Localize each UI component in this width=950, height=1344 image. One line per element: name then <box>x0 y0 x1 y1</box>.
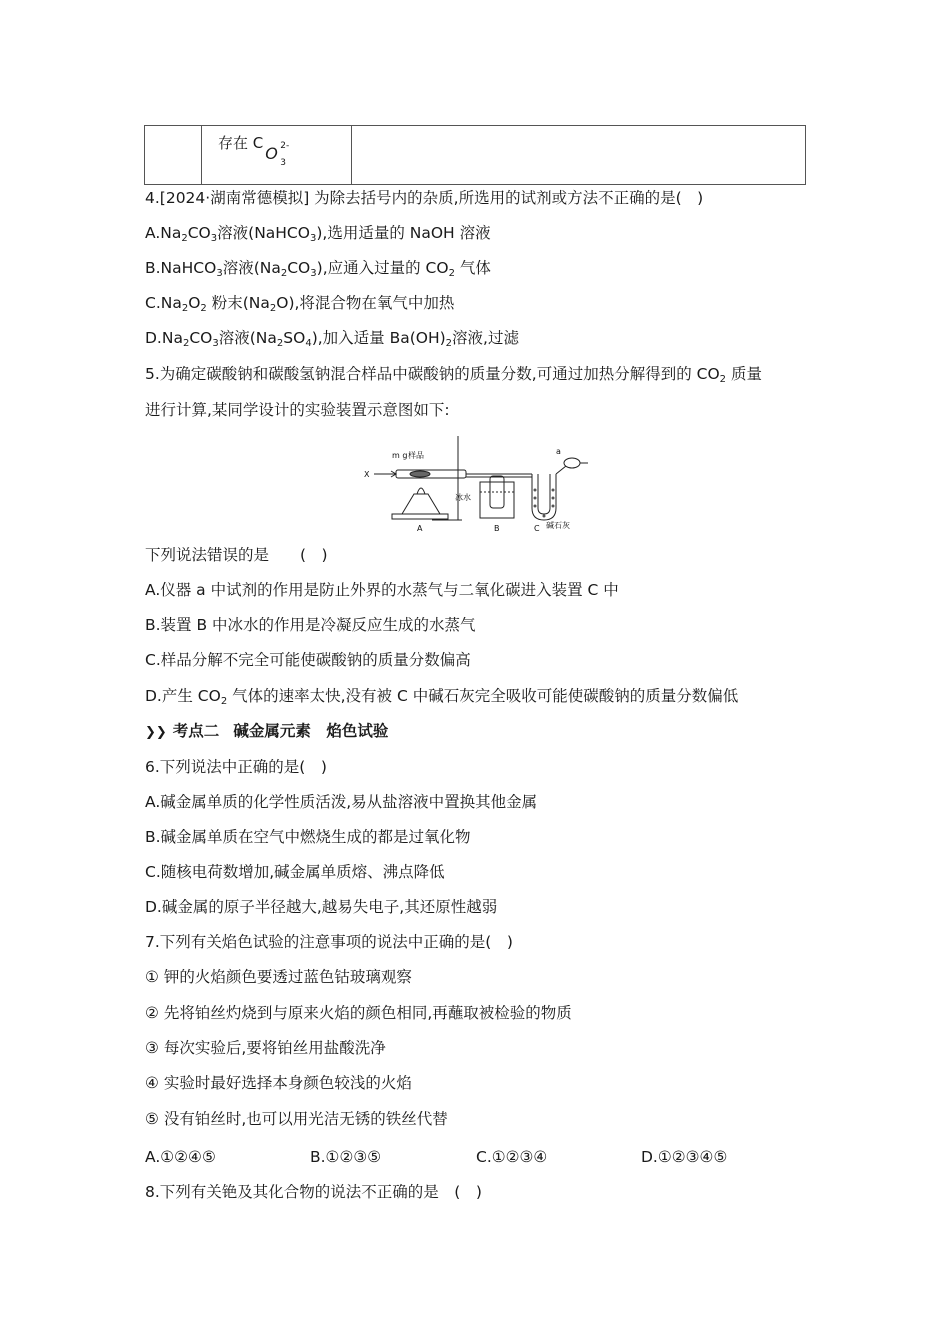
q5-stem-line2: 进行计算,某同学设计的实验装置示意图如下: <box>145 401 450 419</box>
ion-subscript: 3 <box>280 158 286 168</box>
q6-option-a: A.碱金属单质的化学性质活泼,易从盐溶液中置换其他金属 <box>145 793 538 811</box>
q5-option-d: D.产生 $CO_2$ 气体的速率太快,没有被 C 中碱石灰完全吸收可能使碳酸钠的质量分数偏低 <box>145 687 739 707</box>
q4-option-d: $D.Na_2CO_3$溶液$(Na_2SO_4)$,加入适量 $Ba(OH)_2$溶液,过滤 <box>145 329 519 349</box>
label-C: C <box>534 524 540 533</box>
q7-option-c: C.①②③④ <box>476 1148 548 1166</box>
label-x: X <box>364 470 370 479</box>
section-header: ❯❯ 考点二 碱金属元素 焰色试验 <box>145 722 389 740</box>
q7-option-b: B.①②③⑤ <box>310 1148 382 1166</box>
q7-item-1: ① 钾的火焰颜色要透过蓝色钴玻璃观察 <box>145 968 412 986</box>
sample <box>410 471 430 477</box>
q7-item-3: ③ 每次实验后,要将铂丝用盐酸洗净 <box>145 1039 386 1057</box>
section-marker-icon: ❯❯ <box>145 725 167 740</box>
q4-option-b: B.NaHCO$_3$溶液$(Na_2CO_3)$,应通入过量的 $CO_2$ 气体 <box>145 259 491 279</box>
label-ice-water: 冰水 <box>455 493 471 502</box>
q7-option-d: D.①②③④⑤ <box>641 1148 728 1166</box>
table-cell-blank <box>352 126 806 185</box>
table-cell-carbonate <box>202 126 352 185</box>
q5-stem-line1: 5.为确定碳酸钠和碳酸氢钠混合样品中碳酸钠的质量分数,可通过加热分解得到的 $CO_2$ 质量 <box>145 365 762 385</box>
q8-stem: 8.下列有关铯及其化合物的说法不正确的是 ( ) <box>145 1183 482 1201</box>
burner-lamp <box>402 494 440 514</box>
q7-option-a: A.①②④⑤ <box>145 1148 216 1166</box>
q7-item-2: ② 先将铂丝灼烧到与原来火焰的颜色相同,再蘸取被检验的物质 <box>145 1004 572 1022</box>
q4-stem: 4.[2024·湖南常德模拟] 为除去括号内的杂质,所选用的试剂或方法不正确的是( ) <box>145 189 704 207</box>
stand-base <box>392 514 448 519</box>
ion-charge: 2- <box>280 141 290 151</box>
ion-letter: O <box>265 144 278 163</box>
table-fragment <box>144 125 806 185</box>
q5-option-a: A.仪器 a 中试剂的作用是防止外界的水蒸气与二氧化碳进入装置 C 中 <box>145 581 619 599</box>
q6-stem: 6.下列说法中正确的是( ) <box>145 758 327 776</box>
q4-option-c: $C.Na_2O_2$ 粉末$(Na_2O)$,将混合物在氧气中加热 <box>145 294 455 314</box>
q5-option-b: B.装置 B 中冰水的作用是冷凝反应生成的水蒸气 <box>145 616 476 634</box>
label-B: B <box>494 524 500 533</box>
q5-ask: 下列说法错误的是 ( ) <box>145 546 328 564</box>
reaction-tube <box>396 470 466 478</box>
q6-option-d: D.碱金属的原子半径越大,越易失电子,其还原性越弱 <box>145 898 498 916</box>
label-soda-lime: 碱石灰 <box>546 521 570 530</box>
q6-option-b: B.碱金属单质在空气中燃烧生成的都是过氧化物 <box>145 828 471 846</box>
q5-option-c: C.样品分解不完全可能使碳酸钠的质量分数偏高 <box>145 651 471 669</box>
carbonate-ion <box>263 132 305 168</box>
apparatus-diagram <box>362 430 592 534</box>
q4-option-a: $A.Na_2CO_3$溶液(NaHCO$_3$),选用适量的 NaOH 溶液 <box>145 224 491 244</box>
q6-option-c: C.随核电荷数增加,碱金属单质熔、沸点降低 <box>145 863 445 881</box>
table-cell-empty <box>145 126 202 185</box>
drying-tube-a <box>564 458 580 468</box>
q7-item-5: ⑤ 没有铂丝时,也可以用光洁无锈的铁丝代替 <box>145 1110 448 1128</box>
label-sample: 样品 <box>408 451 424 460</box>
q7-stem: 7.下列有关焰色试验的注意事项的说法中正确的是( ) <box>145 933 513 951</box>
cell-text: 存在 C <box>218 134 264 152</box>
label-a: a <box>556 447 561 456</box>
label-A: A <box>417 524 423 533</box>
beaker-ice-water <box>480 482 514 518</box>
q7-item-4: ④ 实验时最好选择本身颜色较浅的火焰 <box>145 1074 412 1092</box>
label-mass: m g <box>392 451 408 460</box>
